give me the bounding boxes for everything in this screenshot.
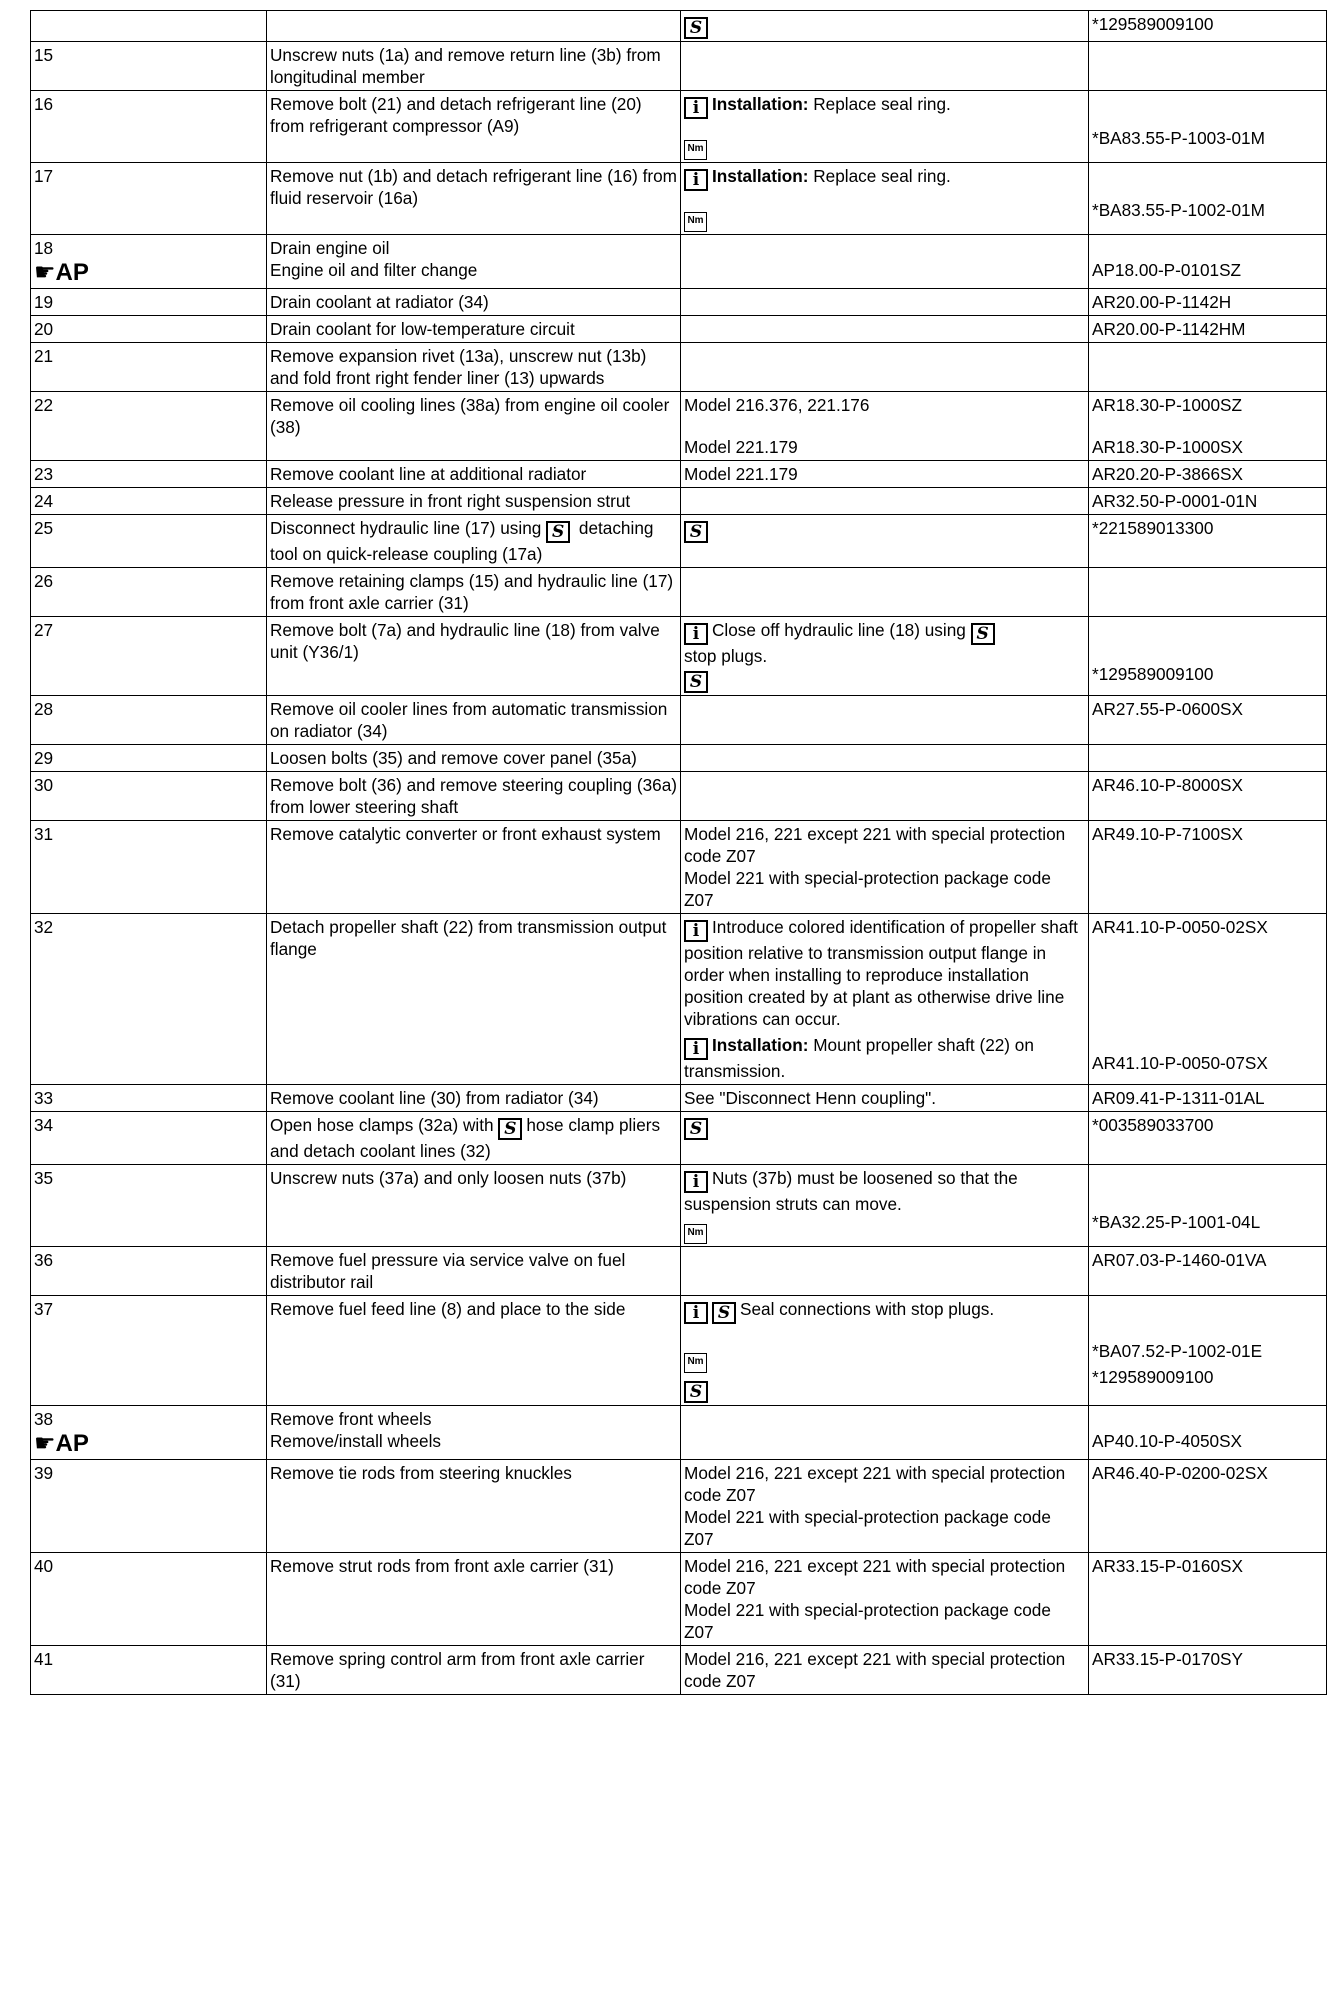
step-text: hose clamp pliers and detach coolant lines (32): [270, 1115, 661, 1161]
reference-text: AP40.10-P-4050SX: [1092, 1431, 1243, 1451]
step-reference-cell: AR32.50-P-0001-01N: [1089, 488, 1327, 515]
step-description-cell: [267, 11, 681, 42]
step-description-cell: [267, 235, 681, 289]
step-reference-cell: [1089, 11, 1327, 42]
table-row: [31, 772, 1327, 821]
note-text: Mount propeller shaft (22) on transmission.: [684, 1035, 1034, 1081]
step-note-cell: [681, 515, 1089, 568]
step-description-cell: Release pressure in front right suspension strut: [267, 488, 681, 515]
step-description-cell: Unscrew nuts (37a) and only loosen nuts (37b): [267, 1165, 681, 1247]
step-note-cell: [681, 289, 1089, 316]
step-reference-cell: AR46.10-P-8000SX: [1089, 772, 1327, 821]
step-description-cell: Remove bolt (7a) and hydraulic line (18) from valve unit (Y36/1): [267, 617, 681, 696]
info-icon: i: [684, 623, 708, 645]
step-reference-cell: [1089, 568, 1327, 617]
step-description-cell: Remove fuel feed line (8) and place to the side: [267, 1296, 681, 1406]
step-number-cell: [31, 11, 267, 42]
step-description-cell: [267, 1112, 681, 1165]
step-reference-cell: AR33.15-P-0160SX: [1089, 1553, 1327, 1646]
table-row: [31, 488, 1327, 515]
table-row: [31, 1406, 1327, 1460]
step-number-cell: 37: [31, 1296, 267, 1406]
special-tool-icon: S: [546, 521, 570, 543]
step-note-cell: [681, 1296, 1089, 1406]
reference-text: AR41.10-P-0050-02SX: [1092, 917, 1268, 937]
note-text: stop plugs.: [684, 646, 768, 666]
step-text: Disconnect hydraulic line (17) using: [270, 518, 542, 538]
reference-text: AR41.10-P-0050-07SX: [1092, 1053, 1268, 1073]
reference-text: *BA83.55-P-1002-01M: [1092, 200, 1265, 220]
step-number-cell: 35: [31, 1165, 267, 1247]
step-description-cell: Remove expansion rivet (13a), unscrew nut (13b) and fold front right fender liner (13) upwards: [267, 343, 681, 392]
table-row: [31, 821, 1327, 914]
step-number-cell: 30: [31, 772, 267, 821]
step-note-cell: [681, 488, 1089, 515]
model-text: Model 221 with special-protection package code Z07: [684, 1600, 1051, 1642]
table-row: [31, 461, 1327, 488]
ap-label: AP: [55, 1430, 89, 1457]
step-note-cell: [681, 568, 1089, 617]
table-row: [31, 91, 1327, 163]
step-note-cell: [681, 914, 1089, 1085]
step-reference-cell: [1089, 1296, 1327, 1406]
table-row: [31, 392, 1327, 461]
special-tool-icon: S: [971, 623, 995, 645]
step-reference-cell: [1089, 91, 1327, 163]
step-number-cell: 41: [31, 1646, 267, 1695]
step-reference-cell: AR33.15-P-0170SY: [1089, 1646, 1327, 1695]
table-row: [31, 515, 1327, 568]
step-note-cell: [681, 235, 1089, 289]
step-reference-cell: *221589013300: [1089, 515, 1327, 568]
step-note-cell: [681, 745, 1089, 772]
note-text: Close off hydraulic line (18) using: [712, 620, 966, 640]
step-reference-cell: AR27.55-P-0600SX: [1089, 696, 1327, 745]
step-description-cell: Detach propeller shaft (22) from transmission output flange: [267, 914, 681, 1085]
step-description-cell: Remove catalytic converter or front exhaust system: [267, 821, 681, 914]
step-description-cell: Remove coolant line at additional radiator: [267, 461, 681, 488]
step-note-cell: [681, 1553, 1089, 1646]
torque-icon: Nm: [684, 1224, 707, 1244]
reference-text: AR18.30-P-1000SZ: [1092, 395, 1242, 415]
model-text: Model 221 with special-protection package code Z07: [684, 868, 1051, 910]
table-row: [31, 289, 1327, 316]
reference-text: *BA32.25-P-1001-04L: [1092, 1212, 1261, 1232]
step-number-cell: 39: [31, 1460, 267, 1553]
step-number-cell: 15: [31, 42, 267, 91]
step-number-cell: 40: [31, 1553, 267, 1646]
special-tool-icon: S: [684, 1381, 708, 1403]
step-reference-cell: [1089, 235, 1327, 289]
step-reference-cell: *003589033700: [1089, 1112, 1327, 1165]
special-tool-icon: S: [498, 1118, 522, 1140]
step-text: Remove front wheels: [270, 1409, 432, 1429]
info-icon: i: [684, 1038, 708, 1060]
step-note-cell: Model 221.179: [681, 461, 1089, 488]
table-row: [31, 1296, 1327, 1406]
ap-reference-marker: [34, 1430, 89, 1457]
step-reference-cell: [1089, 1406, 1327, 1460]
step-number-cell: 31: [31, 821, 267, 914]
table-row: [31, 617, 1327, 696]
step-number-cell: 24: [31, 488, 267, 515]
step-subtext: Remove/install wheels: [270, 1431, 441, 1451]
pointing-hand-icon: ☛: [34, 258, 56, 286]
special-tool-icon: S: [684, 1118, 708, 1140]
step-reference-cell: [1089, 745, 1327, 772]
table-row: [31, 42, 1327, 91]
step-description-cell: Remove oil cooling lines (38a) from engine oil cooler (38): [267, 392, 681, 461]
table-row: [31, 568, 1327, 617]
table-row: [31, 343, 1327, 392]
step-reference-cell: AR09.41-P-1311-01AL: [1089, 1085, 1327, 1112]
step-note-cell: [681, 1406, 1089, 1460]
step-note-cell: [681, 392, 1089, 461]
step-number-cell: 23: [31, 461, 267, 488]
reference-text: *BA83.55-P-1003-01M: [1092, 128, 1265, 148]
step-number-cell: 27: [31, 617, 267, 696]
step-number-cell: 20: [31, 316, 267, 343]
installation-label: Installation:: [712, 166, 809, 186]
step-description-cell: Remove bolt (21) and detach refrigerant line (20) from refrigerant compressor (A9): [267, 91, 681, 163]
pointing-hand-icon: ☛: [34, 1429, 56, 1457]
step-text: detaching tool on quick-release coupling (17a): [270, 518, 654, 564]
note-text: Replace seal ring.: [813, 166, 951, 186]
step-reference-cell: AR20.00-P-1142HM: [1089, 316, 1327, 343]
step-number-cell: 36: [31, 1247, 267, 1296]
model-text: Model 216, 221 except 221 with special protection code Z07: [684, 1556, 1066, 1598]
step-reference-cell: [1089, 42, 1327, 91]
step-description-cell: Remove retaining clamps (15) and hydraulic line (17) from front axle carrier (31): [267, 568, 681, 617]
step-reference-cell: [1089, 163, 1327, 235]
ap-label: AP: [55, 259, 89, 286]
procedure-table: [30, 10, 1327, 1695]
step-description-cell: Drain coolant for low-temperature circuit: [267, 316, 681, 343]
step-text: Open hose clamps (32a) with: [270, 1115, 494, 1135]
table-row: [31, 1553, 1327, 1646]
step-number-cell: 17: [31, 163, 267, 235]
step-description-cell: Unscrew nuts (1a) and remove return line (3b) from longitudinal member: [267, 42, 681, 91]
step-reference-cell: [1089, 392, 1327, 461]
step-note-cell: [681, 42, 1089, 91]
special-tool-icon: S: [684, 521, 708, 543]
step-number: 18: [34, 238, 54, 258]
model-text: Model 221 with special-protection package code Z07: [684, 1507, 1051, 1549]
step-note-cell: [681, 772, 1089, 821]
step-number-cell: 16: [31, 91, 267, 163]
torque-icon: Nm: [684, 1353, 707, 1373]
step-reference-cell: [1089, 343, 1327, 392]
step-subtext: Engine oil and filter change: [270, 260, 478, 280]
step-number-cell: 26: [31, 568, 267, 617]
note-text: Seal connections with stop plugs.: [740, 1299, 995, 1319]
step-number-cell: 32: [31, 914, 267, 1085]
step-number-cell: [31, 1406, 267, 1460]
step-note-cell: [681, 696, 1089, 745]
special-tool-icon: S: [684, 17, 708, 39]
step-note-cell: [681, 617, 1089, 696]
table-row: [31, 914, 1327, 1085]
step-description-cell: Remove bolt (36) and remove steering coupling (36a) from lower steering shaft: [267, 772, 681, 821]
step-number-cell: 21: [31, 343, 267, 392]
info-icon: i: [684, 1302, 708, 1324]
step-reference-cell: AR20.00-P-1142H: [1089, 289, 1327, 316]
step-number: 38: [34, 1409, 54, 1429]
table-row: [31, 1165, 1327, 1247]
step-description-cell: Remove nut (1b) and detach refrigerant line (16) from fluid reservoir (16a): [267, 163, 681, 235]
step-description-cell: Drain coolant at radiator (34): [267, 289, 681, 316]
reference-text: *129589009100: [1092, 14, 1214, 34]
step-reference-cell: AR46.40-P-0200-02SX: [1089, 1460, 1327, 1553]
table-row: [31, 745, 1327, 772]
torque-icon: Nm: [684, 140, 707, 160]
step-number-cell: 28: [31, 696, 267, 745]
model-text: Model 221.179: [684, 437, 798, 457]
step-description-cell: Remove spring control arm from front axle carrier (31): [267, 1646, 681, 1695]
table-row: [31, 1247, 1327, 1296]
step-text: Drain engine oil: [270, 238, 390, 258]
step-reference-cell: AR49.10-P-7100SX: [1089, 821, 1327, 914]
model-text: Model 216, 221 except 221 with special protection code Z07: [684, 1463, 1066, 1505]
step-note-cell: [681, 1247, 1089, 1296]
installation-label: Installation:: [712, 94, 809, 114]
table-row: [31, 1112, 1327, 1165]
table-row: [31, 163, 1327, 235]
model-text: Model 216, 221 except 221 with special protection code Z07: [684, 824, 1066, 866]
step-note-cell: [681, 343, 1089, 392]
step-description-cell: Remove oil cooler lines from automatic transmission on radiator (34): [267, 696, 681, 745]
step-note-cell: [681, 821, 1089, 914]
step-number-cell: 29: [31, 745, 267, 772]
table-row: [31, 696, 1327, 745]
table-row: [31, 316, 1327, 343]
step-note-cell: [681, 11, 1089, 42]
note-text: Replace seal ring.: [813, 94, 951, 114]
torque-icon: Nm: [684, 212, 707, 232]
step-note-cell: [681, 163, 1089, 235]
step-description-cell: Remove fuel pressure via service valve on fuel distributor rail: [267, 1247, 681, 1296]
model-text: Model 216.376, 221.176: [684, 395, 870, 415]
step-note-cell: [681, 1165, 1089, 1247]
info-icon: i: [684, 169, 708, 191]
installation-label: Installation:: [712, 1035, 809, 1055]
special-tool-icon: S: [712, 1302, 736, 1324]
step-reference-cell: [1089, 1165, 1327, 1247]
table-row: [31, 235, 1327, 289]
reference-text: AP18.00-P-0101SZ: [1092, 260, 1242, 280]
step-number-cell: 22: [31, 392, 267, 461]
table-row: [31, 11, 1327, 42]
step-number-cell: 33: [31, 1085, 267, 1112]
step-note-cell: [681, 316, 1089, 343]
ap-reference-marker: [34, 259, 89, 286]
step-description-cell: Remove tie rods from steering knuckles: [267, 1460, 681, 1553]
step-note-cell: [681, 1460, 1089, 1553]
step-note-cell: Model 216, 221 except 221 with special protection code Z07: [681, 1646, 1089, 1695]
reference-text: AR18.30-P-1000SX: [1092, 437, 1243, 457]
table-row: [31, 1646, 1327, 1695]
info-icon: i: [684, 1171, 708, 1193]
step-description-cell: [267, 1406, 681, 1460]
step-number-cell: 19: [31, 289, 267, 316]
step-reference-cell: AR07.03-P-1460-01VA: [1089, 1247, 1327, 1296]
reference-text: *BA07.52-P-1002-01E: [1092, 1341, 1263, 1361]
step-reference-cell: [1089, 617, 1327, 696]
info-icon: i: [684, 920, 708, 942]
reference-text: *129589009100: [1092, 664, 1214, 684]
step-note-cell: [681, 1112, 1089, 1165]
table-row: [31, 1085, 1327, 1112]
step-number-cell: 25: [31, 515, 267, 568]
step-number-cell: [31, 235, 267, 289]
note-text: Introduce colored identification of propeller shaft position relative to transmission output flange in order when installing to reproduce installation position created by at plant as otherwise drive line vibrations can occur.: [684, 917, 1078, 1029]
step-note-cell: See "Disconnect Henn coupling".: [681, 1085, 1089, 1112]
special-tool-icon: S: [684, 671, 708, 693]
step-reference-cell: AR20.20-P-3866SX: [1089, 461, 1327, 488]
step-description-cell: Loosen bolts (35) and remove cover panel (35a): [267, 745, 681, 772]
info-icon: i: [684, 97, 708, 119]
step-description-cell: Remove strut rods from front axle carrier (31): [267, 1553, 681, 1646]
step-reference-cell: [1089, 914, 1327, 1085]
note-text: Nuts (37b) must be loosened so that the suspension struts can move.: [684, 1168, 1018, 1214]
table-row: [31, 1460, 1327, 1553]
step-description-cell: [267, 515, 681, 568]
step-note-cell: [681, 91, 1089, 163]
reference-text: *129589009100: [1092, 1367, 1214, 1387]
step-number-cell: 34: [31, 1112, 267, 1165]
step-description-cell: Remove coolant line (30) from radiator (34): [267, 1085, 681, 1112]
